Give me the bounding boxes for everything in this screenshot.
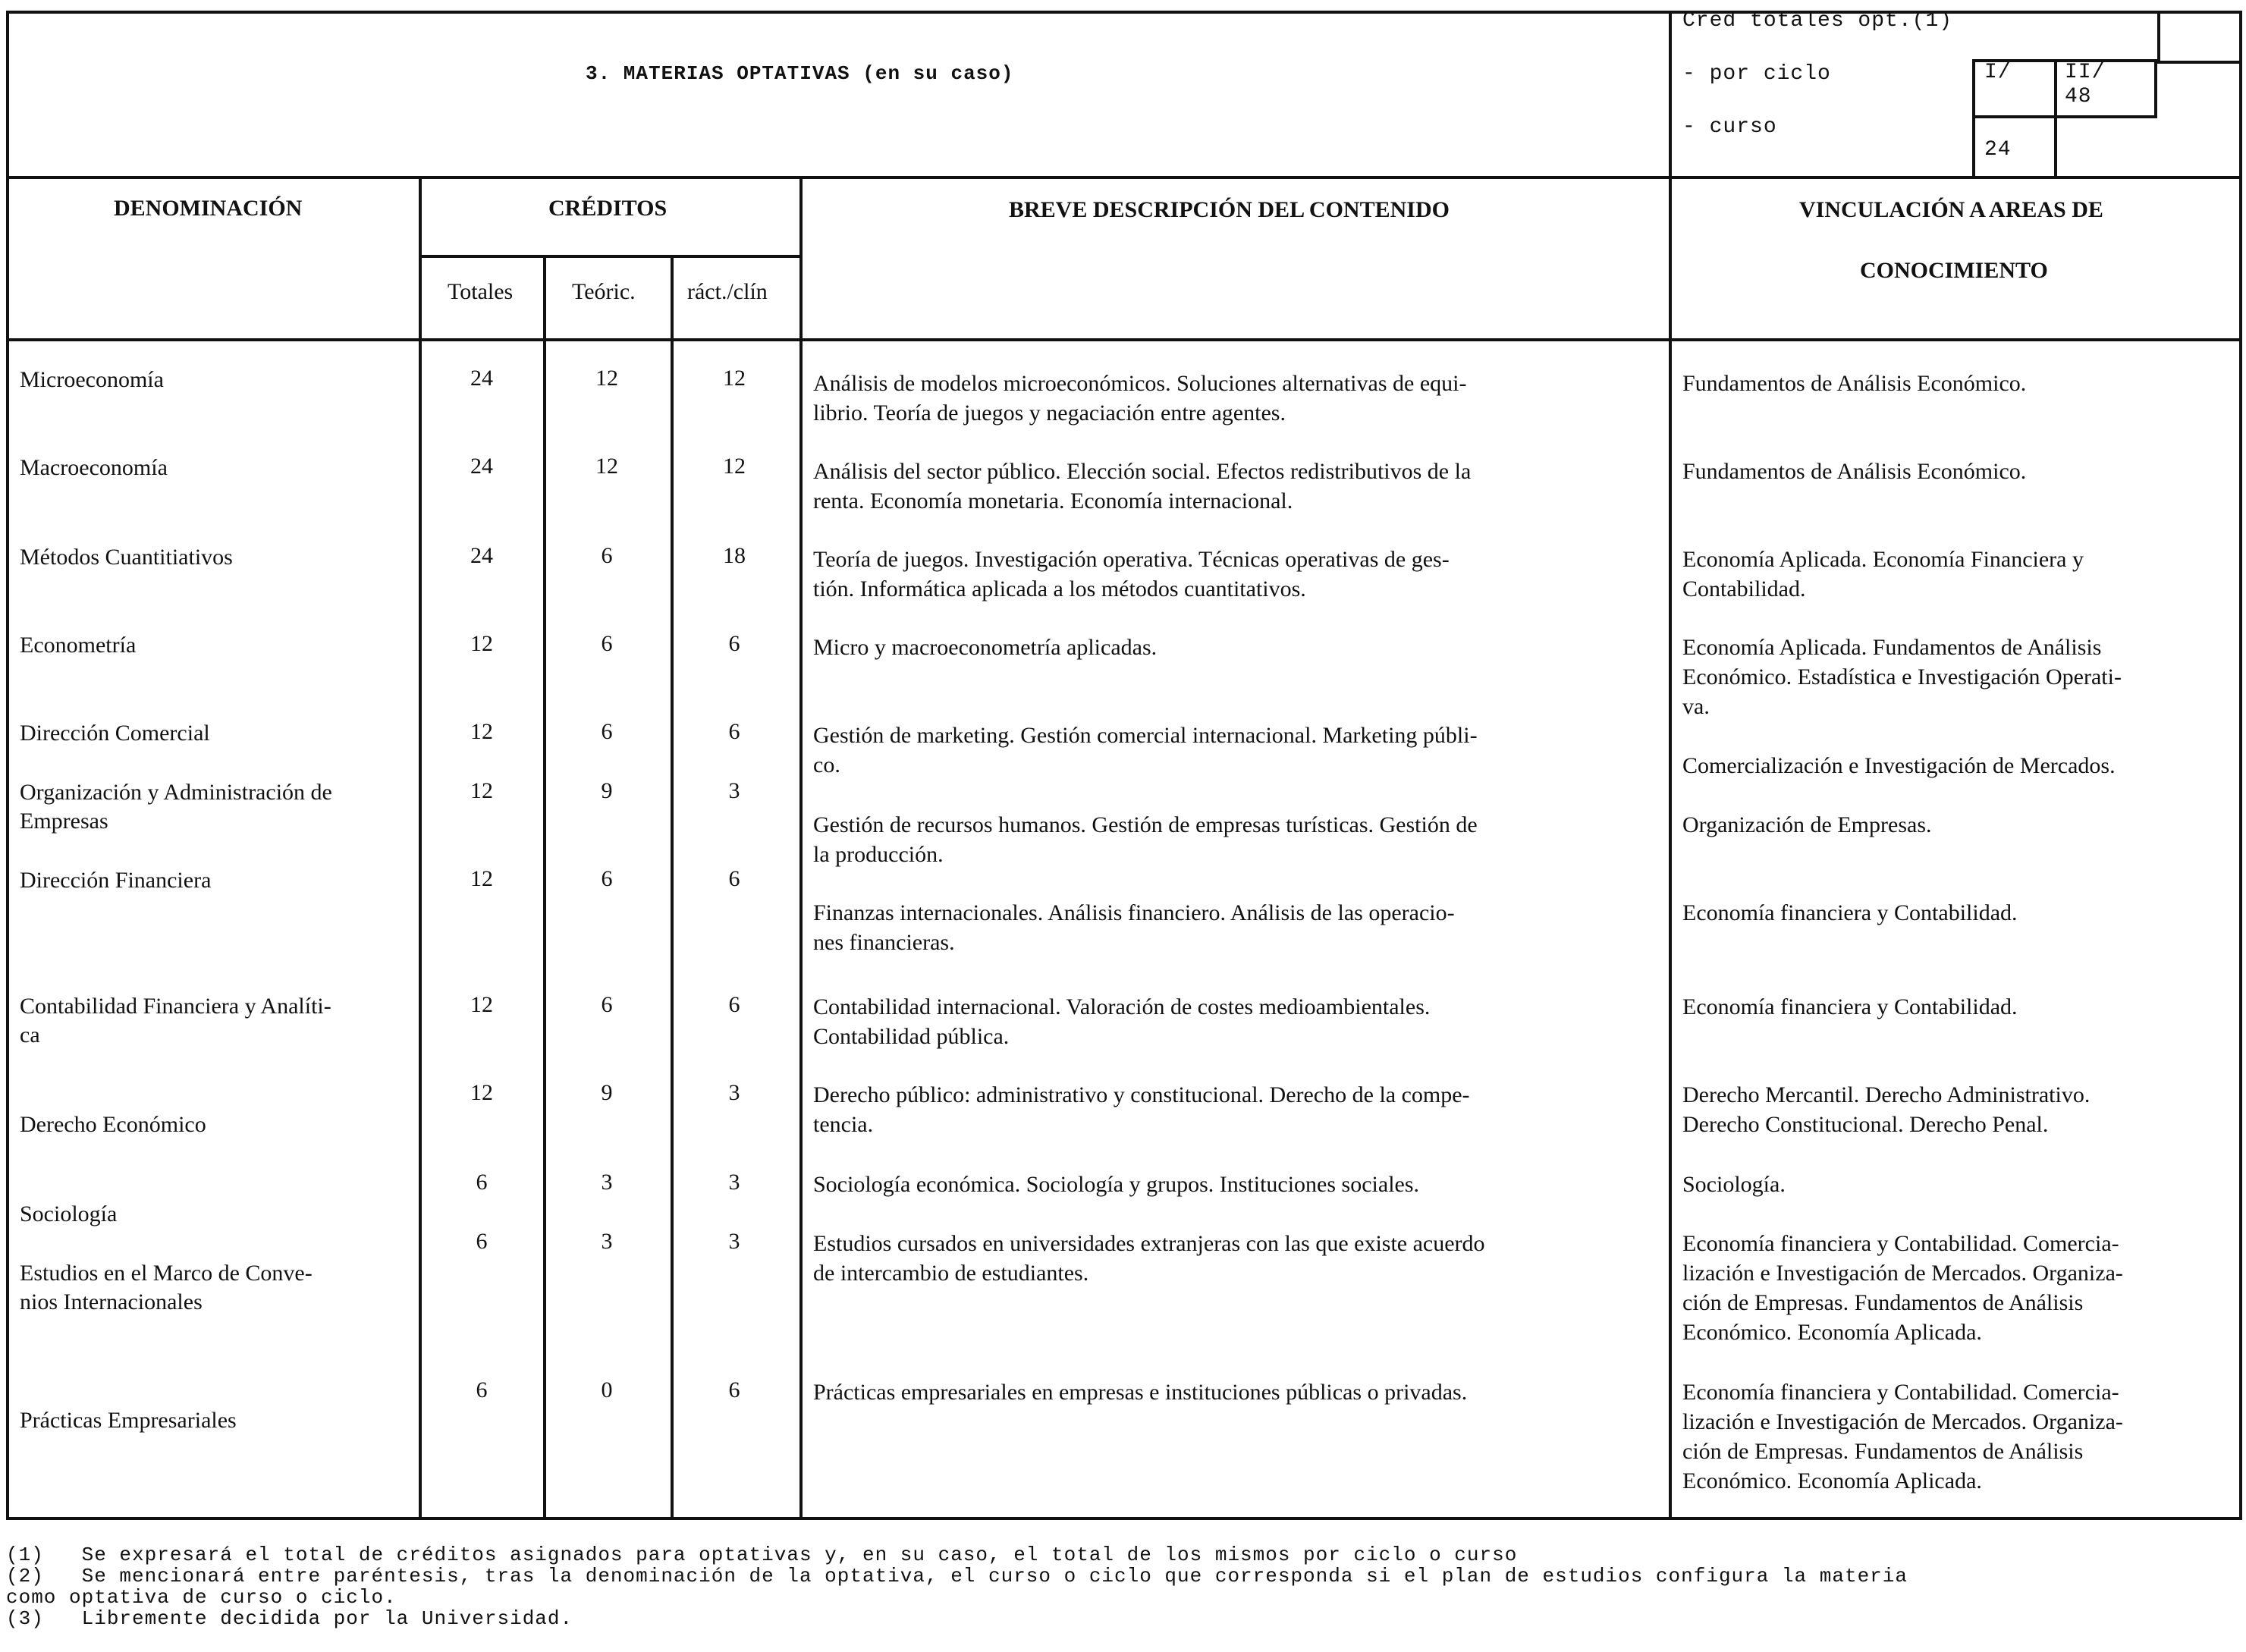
subject-name-line: Prácticas Empresariales xyxy=(20,1408,237,1433)
credits-pract: 3 xyxy=(728,1170,740,1195)
subject-name-line: Dirección Financiera xyxy=(20,868,212,893)
knowledge-area xyxy=(1682,992,2018,1022)
col-divider xyxy=(543,255,546,1520)
credits-totales: 12 xyxy=(470,992,493,1017)
subject-name-line: Sociología xyxy=(20,1201,118,1226)
description-line: Finanzas internacionales. Análisis financiero. Análisis de las operacio- xyxy=(813,900,1455,925)
credits-pract: 12 xyxy=(723,366,746,391)
knowledge-area xyxy=(1682,1377,2123,1496)
credits-teoric: 6 xyxy=(601,719,613,744)
content-description xyxy=(813,810,1478,869)
credits-totales: 12 xyxy=(470,866,493,891)
area-line: Organización de Empresas. xyxy=(1682,812,1932,837)
credits-pract: 18 xyxy=(723,543,746,568)
credits-totales: 24 xyxy=(470,454,493,479)
credits-teoric: 12 xyxy=(595,366,618,391)
content-description xyxy=(813,369,1466,428)
footnote-line: (2) Se mencionará entre paréntesis, tras la denominación de la optativa, el curso o ciclo que corresponda si el plan de estudios configura la materia xyxy=(6,1565,1908,1588)
header-totales: Totales xyxy=(448,279,514,304)
content-description xyxy=(813,457,1471,516)
area-line: Economía financiera y Contabilidad. xyxy=(1682,994,2018,1019)
subject-name xyxy=(20,631,136,660)
description-line: tión. Informática aplicada a los métodos cuantitativos. xyxy=(813,576,1306,601)
header-denominacion: DENOMINACIÓN xyxy=(114,196,303,221)
area-line: Fundamentos de Análisis Económico. xyxy=(1682,459,2027,484)
content-description xyxy=(813,898,1455,957)
credits-totales: 6 xyxy=(476,1229,488,1254)
credits-pract: 12 xyxy=(723,454,746,479)
credits-grid-line xyxy=(2157,61,2242,64)
content-description xyxy=(813,1229,1485,1288)
footnote-line: (1) Se expresará el total de créditos asignados para optativas y, en su caso, el total de los mismos por ciclo o curso xyxy=(6,1544,1518,1566)
header-creditos: CRÉDITOS xyxy=(548,196,668,221)
subject-name xyxy=(20,778,332,836)
area-line: lización e Investigación de Mercados. Organiza- xyxy=(1682,1409,2123,1434)
area-line: lización e Investigación de Mercados. Organiza- xyxy=(1682,1261,2123,1286)
description-line: Teoría de juegos. Investigación operativa. Técnicas operativas de ges- xyxy=(813,547,1450,572)
credits-pract: 6 xyxy=(728,631,740,656)
knowledge-area xyxy=(1682,369,2026,398)
curso-credits: 24 xyxy=(1984,138,2012,162)
credits-teoric: 6 xyxy=(601,631,613,656)
area-line: Económico. Economía Aplicada. xyxy=(1682,1320,1982,1345)
area-line: Sociología. xyxy=(1682,1172,1786,1197)
ciclo-II-credits: 48 xyxy=(2065,85,2092,108)
header-vinculacion: VINCULACIÓN A AREAS DE xyxy=(1799,197,2103,222)
credits-teoric: 9 xyxy=(601,778,613,803)
credits-teoric: 6 xyxy=(601,543,613,568)
table-header-bottom xyxy=(6,338,2242,341)
description-line: Análisis de modelos microeconómicos. Soluciones alternativas de equi- xyxy=(813,371,1467,396)
subject-name-line: Organización y Administración de xyxy=(20,780,332,805)
description-line: la producción. xyxy=(813,842,944,867)
credits-pract: 6 xyxy=(728,1377,740,1402)
subject-name xyxy=(20,1110,206,1139)
curso-label: - curso xyxy=(1682,115,1777,139)
credits-pract: 6 xyxy=(728,992,740,1017)
credits-teoric: 12 xyxy=(595,454,618,479)
content-description xyxy=(813,721,1478,780)
content-description xyxy=(813,1170,1419,1199)
credits-totales: 24 xyxy=(470,543,493,568)
description-line: Contabilidad pública. xyxy=(813,1024,1010,1049)
content-description xyxy=(813,633,1157,662)
subject-name xyxy=(20,992,331,1050)
credits-pract: 6 xyxy=(728,719,740,744)
area-line: ción de Empresas. Fundamentos de Análisis xyxy=(1682,1439,2084,1464)
subject-name-line: Derecho Económico xyxy=(20,1112,206,1137)
footnote-line: (3) Libremente decidida por la Universidad. xyxy=(6,1607,573,1630)
knowledge-area xyxy=(1682,898,2018,928)
description-line: de intercambio de estudiantes. xyxy=(813,1261,1089,1286)
knowledge-area xyxy=(1682,751,2116,780)
subject-name xyxy=(20,1200,117,1229)
description-line: renta. Economía monetaria. Economía internacional. xyxy=(813,488,1293,514)
knowledge-area xyxy=(1682,810,1932,840)
description-line: Derecho público: administrativo y constitucional. Derecho de la compe- xyxy=(813,1082,1470,1107)
description-line: nes financieras. xyxy=(813,930,955,955)
subject-name-line: ca xyxy=(20,1022,40,1047)
knowledge-area xyxy=(1682,633,2122,721)
content-description xyxy=(813,1377,1467,1407)
credits-totales: 12 xyxy=(470,778,493,803)
subject-name xyxy=(20,866,211,895)
section-title: 3. MATERIAS OPTATIVAS (en su caso) xyxy=(586,62,1014,85)
knowledge-area xyxy=(1682,457,2026,486)
section-header-box xyxy=(6,11,2242,179)
description-line: Análisis del sector público. Elección social. Efectos redistributivos de la xyxy=(813,459,1472,484)
header-descripcion: BREVE DESCRIPCIÓN DEL CONTENIDO xyxy=(1009,197,1450,222)
ciclo-II-value: II/ xyxy=(2065,61,2106,84)
subject-name-line: Estudios en el Marco de Conve- xyxy=(20,1261,313,1286)
credits-pract: 3 xyxy=(728,778,740,803)
credits-teoric: 6 xyxy=(601,992,613,1017)
description-line: Gestión de recursos humanos. Gestión de empresas turísticas. Gestión de xyxy=(813,812,1478,837)
credits-pract: 6 xyxy=(728,866,740,891)
content-description xyxy=(813,545,1450,604)
credits-pract: 3 xyxy=(728,1080,740,1105)
col-divider xyxy=(799,176,803,1520)
header-divider xyxy=(1669,11,1672,179)
credits-pract: 3 xyxy=(728,1229,740,1254)
footnote-line: como optativa de curso o ciclo. xyxy=(6,1586,397,1609)
ciclo-I-value: I/ xyxy=(1984,61,2012,84)
area-line: Economía Aplicada. Fundamentos de Análisis xyxy=(1682,635,2102,660)
subject-name-line: nios Internacionales xyxy=(20,1289,203,1314)
knowledge-area xyxy=(1682,545,2084,604)
creditos-subheader-line xyxy=(419,255,801,258)
area-line: Económico. Estadística e Investigación Operati- xyxy=(1682,664,2122,689)
knowledge-area xyxy=(1682,1170,1786,1199)
description-line: Sociología económica. Sociología y grupos. Instituciones sociales. xyxy=(813,1172,1420,1197)
credits-totales: 24 xyxy=(470,366,493,391)
content-description xyxy=(813,992,1430,1051)
credits-totales: 12 xyxy=(470,631,493,656)
credits-teoric: 9 xyxy=(601,1080,613,1105)
credits-totales: 6 xyxy=(476,1377,488,1402)
description-line: Estudios cursados en universidades extranjeras con las que existe acuerdo xyxy=(813,1231,1485,1256)
subject-name-line: Contabilidad Financiera y Analíti- xyxy=(20,994,331,1019)
area-line: Económico. Economía Aplicada. xyxy=(1682,1468,1982,1493)
col-divider xyxy=(1669,176,1672,1520)
description-line: Micro y macroeconometría aplicadas. xyxy=(813,635,1158,660)
area-line: Contabilidad. xyxy=(1682,576,1806,601)
description-line: Gestión de marketing. Gestión comercial internacional. Marketing públi- xyxy=(813,723,1478,748)
area-line: Comercialización e Investigación de Mercados. xyxy=(1682,753,2116,778)
subject-name xyxy=(20,454,168,482)
credits-totales: 12 xyxy=(470,1080,493,1105)
por-ciclo-label: - por ciclo xyxy=(1682,62,1831,86)
area-line: Derecho Constitucional. Derecho Penal. xyxy=(1682,1112,2049,1137)
description-line: Contabilidad internacional. Valoración de costes medioambientales. xyxy=(813,994,1431,1019)
description-line: Prácticas empresariales en empresas e instituciones públicas o privadas. xyxy=(813,1380,1468,1405)
knowledge-area xyxy=(1682,1229,2123,1347)
subject-name-line: Microeconomía xyxy=(20,367,164,392)
col-divider xyxy=(419,176,422,1520)
header-pract: ráct./clín xyxy=(687,279,768,304)
col-divider xyxy=(671,255,674,1520)
credits-total-label: Crèd totales opt.(1) xyxy=(1682,9,1953,33)
description-line: librio. Teoría de juegos y negaciación entre agentes. xyxy=(813,400,1286,426)
subject-name xyxy=(20,366,164,394)
credits-teoric: 3 xyxy=(601,1170,613,1195)
area-line: Fundamentos de Análisis Económico. xyxy=(1682,371,2027,396)
credits-totales: 6 xyxy=(476,1170,488,1195)
area-line: Economía Aplicada. Economía Financiera y xyxy=(1682,547,2084,572)
subject-name xyxy=(20,1259,313,1317)
area-line: Economía financiera y Contabilidad. Comercia- xyxy=(1682,1380,2119,1405)
subject-name-line: Dirección Comercial xyxy=(20,721,210,746)
credits-teoric: 6 xyxy=(601,866,613,891)
subject-name-line: Métodos Cuantitiativos xyxy=(20,545,233,570)
header-conocimiento: CONOCIMIENTO xyxy=(1860,258,2048,283)
subject-name xyxy=(20,543,233,572)
subject-name xyxy=(20,719,210,748)
credits-grid-line xyxy=(1972,117,1975,179)
credits-teoric: 3 xyxy=(601,1229,613,1254)
credits-teoric: 0 xyxy=(601,1377,613,1402)
subject-name xyxy=(20,1406,237,1435)
subject-name-line: Econometría xyxy=(20,633,137,658)
area-line: Derecho Mercantil. Derecho Administrativo. xyxy=(1682,1082,2091,1107)
area-line: ción de Empresas. Fundamentos de Análisis xyxy=(1682,1290,2084,1315)
area-line: va. xyxy=(1682,694,1710,719)
description-line: tencia. xyxy=(813,1112,874,1137)
footnotes xyxy=(6,1544,1908,1629)
credits-totales: 12 xyxy=(470,719,493,744)
subject-name-line: Empresas xyxy=(20,809,108,834)
credits-grid-line xyxy=(2157,11,2160,64)
knowledge-area xyxy=(1682,1080,2090,1139)
area-line: Economía financiera y Contabilidad. Comercia- xyxy=(1682,1231,2119,1256)
content-description xyxy=(813,1080,1470,1139)
area-line: Economía financiera y Contabilidad. xyxy=(1682,900,2018,925)
description-line: co. xyxy=(813,752,840,777)
credits-grid-line xyxy=(2054,117,2057,179)
subject-name-line: Macroeconomía xyxy=(20,455,168,480)
header-teoric: Teóric. xyxy=(572,279,636,304)
